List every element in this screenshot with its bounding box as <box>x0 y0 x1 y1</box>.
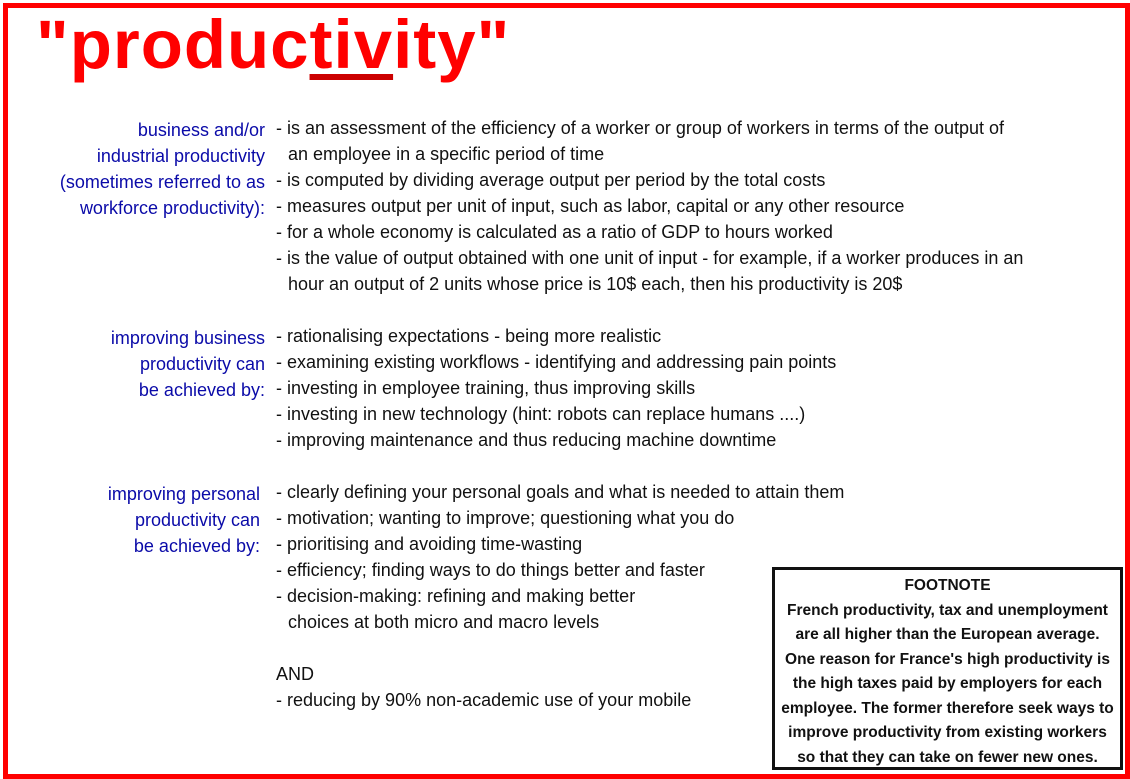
footnote-line: are all higher than the European average. <box>795 626 1100 643</box>
section-list-business-improvement <box>276 323 836 453</box>
list-item: - is computed by dividing average output per period by the total costs <box>276 170 826 190</box>
section-list-business <box>276 115 1023 297</box>
title-start: "produc <box>36 6 310 83</box>
footnote-box <box>772 567 1123 770</box>
footnote-heading: FOOTNOTE <box>904 577 991 594</box>
list-item: - improving maintenance and thus reducing machine downtime <box>276 430 777 450</box>
list-item: - reducing by 90% non-academic use of your mobile <box>276 690 692 710</box>
list-item-continuation: hour an output of 2 units whose price is 10$ each, then his productivity is 20$ <box>288 274 903 294</box>
list-item: - decision-making: refining and making better <box>276 586 636 606</box>
list-item: - rationalising expectations - being more realistic <box>276 326 662 346</box>
label-line: (sometimes referred to as <box>59 172 265 192</box>
label-line: improving personal <box>107 484 260 504</box>
list-item: - for a whole economy is calculated as a ratio of GDP to hours worked <box>276 222 833 242</box>
page-title <box>36 6 511 83</box>
section-label-business <box>60 117 265 221</box>
label-line: workforce productivity): <box>79 198 265 218</box>
label-line: productivity can <box>139 354 265 374</box>
list-item: - motivation; wanting to improve; questioning what you do <box>276 508 735 528</box>
footnote-line: French productivity, tax and unemployment <box>787 601 1108 619</box>
list-item: - examining existing workflows - identifying and addressing pain points <box>276 352 837 372</box>
list-item: - measures output per unit of input, such as labor, capital or any other resource <box>276 196 905 216</box>
list-item: - clearly defining your personal goals and what is needed to attain them <box>276 482 845 502</box>
title-underlined-part: tiv <box>309 6 394 83</box>
list-item: - is the value of output obtained with one unit of input - for example, if a worker produces in an <box>276 248 1024 268</box>
blank-line <box>276 635 844 661</box>
list-item-continuation: an employee in a specific period of time <box>288 144 605 164</box>
list-item-continuation: choices at both micro and macro levels <box>288 612 600 632</box>
footnote-line: so that they can take on fewer new ones. <box>797 748 1098 766</box>
list-item: - is an assessment of the efficiency of a worker or group of workers in terms of the output of <box>276 118 1005 138</box>
list-item: - prioritising and avoiding time-wasting <box>276 534 583 554</box>
label-line: be achieved by: <box>138 380 265 400</box>
section-list-personal-improvement <box>276 479 844 713</box>
footnote-line: improve productivity from existing workers <box>788 724 1107 741</box>
label-line: industrial productivity <box>96 146 265 166</box>
list-item: - efficiency; finding ways to do things better and faster <box>276 560 705 580</box>
footnote-line: One reason for France's high productivity is <box>785 650 1110 668</box>
section-label-business-improvement <box>111 325 265 403</box>
label-line: business and/or <box>137 120 265 140</box>
title-end: ity" <box>393 6 511 83</box>
label-line: improving business <box>110 328 265 348</box>
list-item: - investing in employee training, thus improving skills <box>276 378 696 398</box>
label-line: be achieved by: <box>133 536 260 556</box>
section-label-personal-improvement <box>108 481 260 559</box>
list-item: - investing in new technology (hint: robots can replace humans ....) <box>276 404 806 424</box>
label-line: productivity can <box>134 510 260 530</box>
and-connector: AND <box>276 664 315 684</box>
footnote-line: employee. The former therefore seek ways to <box>781 699 1114 717</box>
footnote-line: the high taxes paid by employers for each <box>792 675 1103 692</box>
